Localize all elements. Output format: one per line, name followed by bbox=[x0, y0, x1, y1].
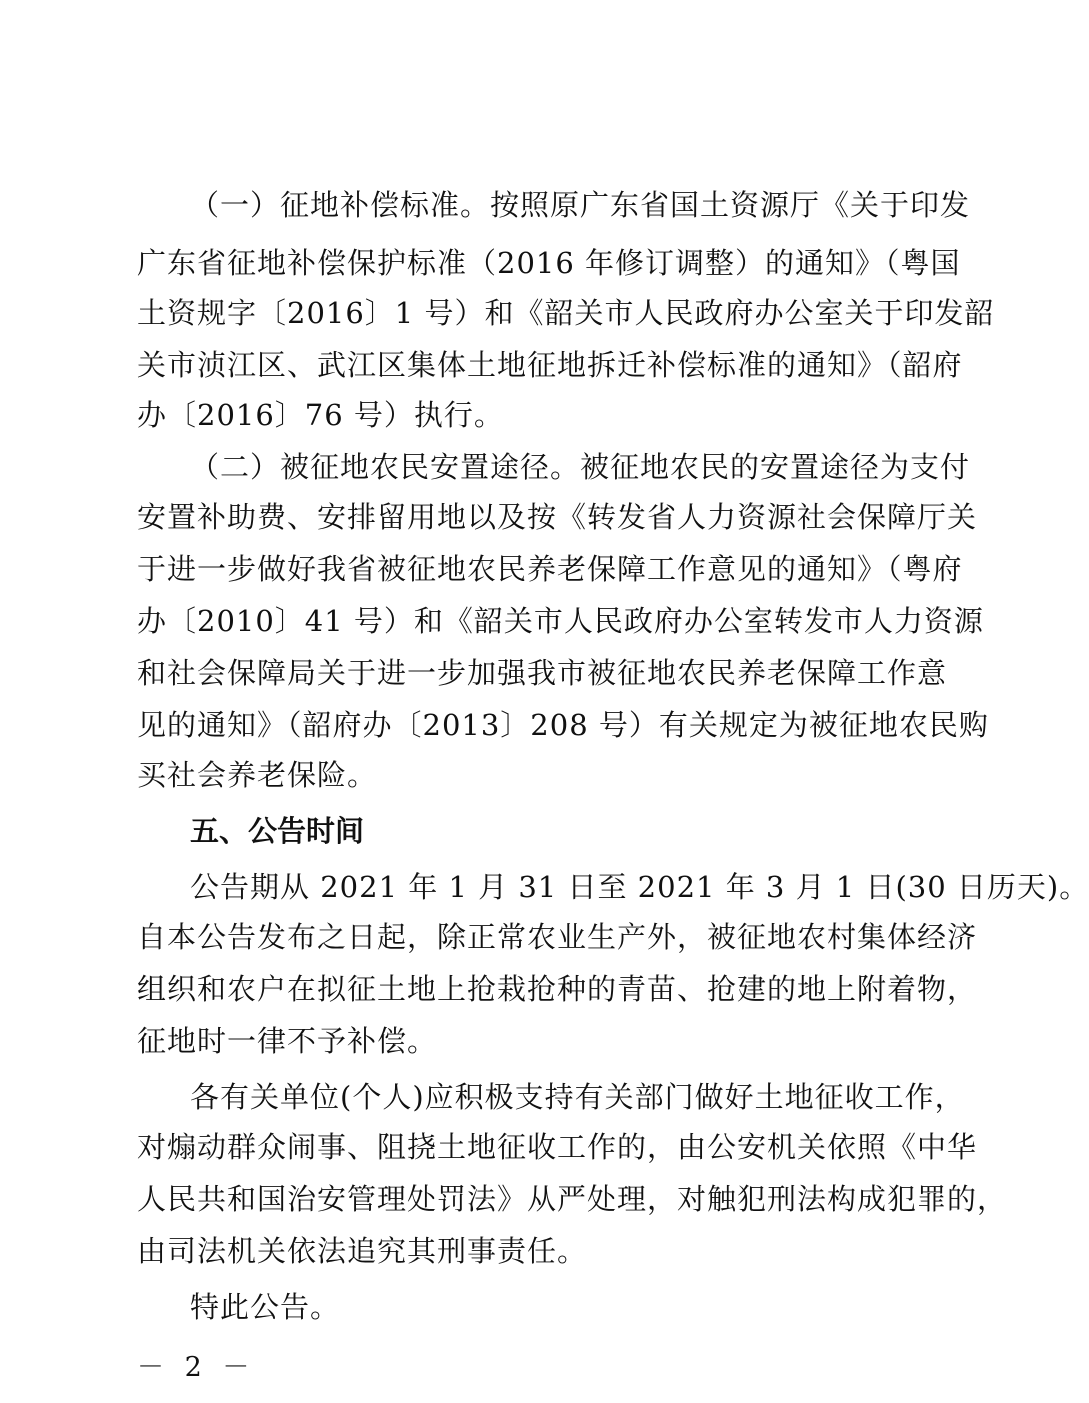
text-line: 安置补助费、安排留用地以及按《转发省人力资源社会保障厅关 bbox=[137, 500, 978, 534]
text-line: 于进一步做好我省被征地农民养老保障工作意见的通知》（粤府 bbox=[137, 552, 963, 586]
text-line: 征地时一律不予补偿。 bbox=[137, 1024, 438, 1058]
closing-text: 特此公告。 bbox=[190, 1290, 341, 1324]
text-line: 组织和农户在拟征土地上抢栽抢种的青苗、抢建的地上附着物， bbox=[137, 972, 978, 1006]
text-line: 自本公告发布之日起，除正常农业生产外，被征地农村集体经济 bbox=[137, 920, 978, 954]
text-line: 买社会养老保险。 bbox=[137, 758, 378, 792]
text-line: （一）征地补偿标准。按照原广东省国土资源厅《关于印发 bbox=[190, 188, 971, 222]
text-line: 办〔2016〕76 号）执行。 bbox=[137, 398, 504, 432]
text-line: 见的通知》（韶府办〔2013〕208 号）有关规定为被征地农民购 bbox=[137, 708, 989, 742]
text-line: 广东省征地补偿保护标准（2016 年修订调整）的通知》（粤国 bbox=[137, 246, 961, 280]
text-line: （二）被征地农民安置途径。被征地农民的安置途径为支付 bbox=[190, 450, 971, 484]
text-line: 关市浈江区、武江区集体土地征地拆迁补偿标准的通知》（韶府 bbox=[137, 348, 963, 382]
text-line: 公告期从 2021 年 1 月 31 日至 2021 年 3 月 1 日(30 日历天)。 bbox=[190, 870, 1089, 904]
page-number: － 2 － bbox=[137, 1352, 256, 1383]
text-line: 和社会保障局关于进一步加强我市被征地农民养老保障工作意 bbox=[137, 656, 948, 690]
text-line: 办〔2010〕41 号）和《韶关市人民政府办公室转发市人力资源 bbox=[137, 604, 984, 638]
text-line: 各有关单位(个人)应积极支持有关部门做好土地征收工作， bbox=[190, 1080, 965, 1114]
text-line: 土资规字〔2016〕1 号）和《韶关市人民政府办公室关于印发韶 bbox=[137, 296, 995, 330]
section-heading: 五、公告时间 bbox=[190, 814, 365, 848]
text-line: 人民共和国治安管理处罚法》从严处理，对触犯刑法构成犯罪的， bbox=[137, 1182, 1008, 1216]
text-line: 对煽动群众闹事、阻挠土地征收工作的，由公安机关依照《中华 bbox=[137, 1130, 978, 1164]
text-line: 由司法机关依法追究其刑事责任。 bbox=[137, 1234, 588, 1268]
